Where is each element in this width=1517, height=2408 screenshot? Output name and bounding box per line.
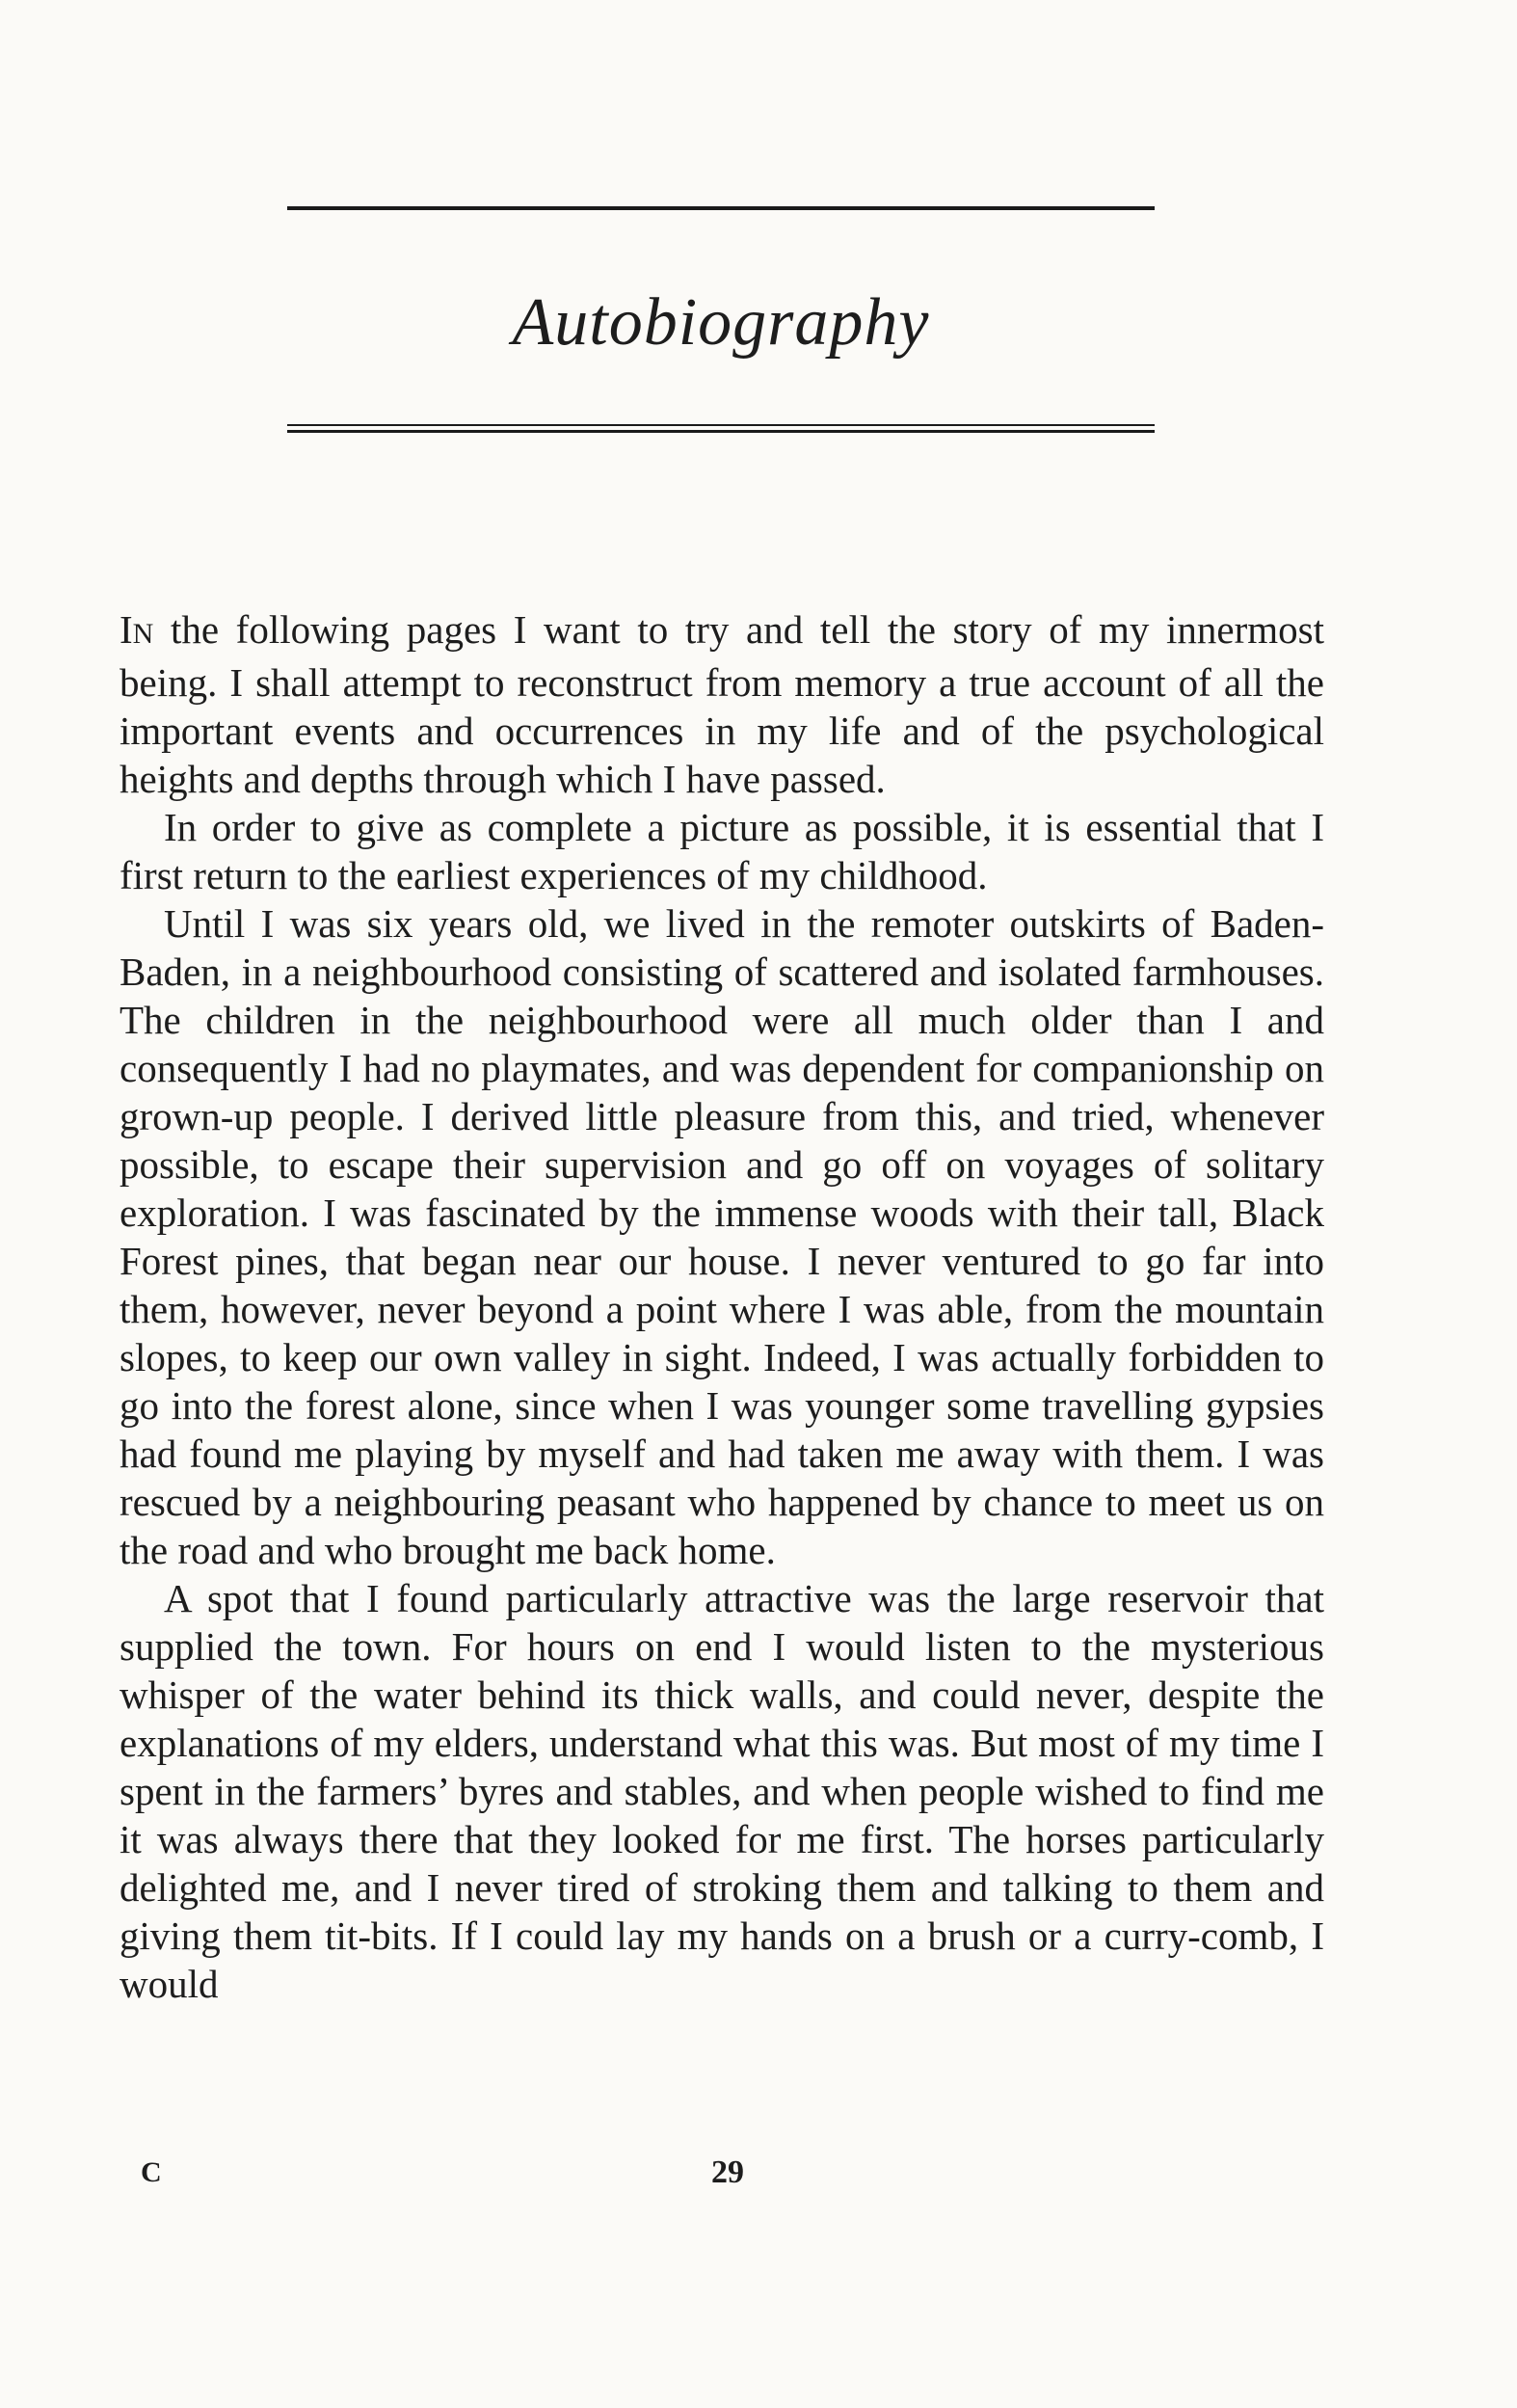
- initial-letter: I: [120, 607, 133, 652]
- paragraph-opening: [120, 605, 1324, 803]
- smallcaps-lead: N: [132, 618, 154, 650]
- signature-mark: C: [141, 2156, 162, 2188]
- title-rule-top: [287, 206, 1155, 210]
- paragraph: A spot that I found particularly attractive was the large reservoir that supplied the town. For hours on end I would listen to the mysterious whisper of the water behind its thick walls, and could never, despite the explanations of my elders, understand what this was. But most of my time I spent in the farmers’ byres and stables, and when people wished to find me it was always there that they looked for me first. The horses particularly delighted me, and I never tired of stroking them and talking to them and giving them tit-bits. If I could lay my hands on a brush or a curry-comb, I would: [120, 1576, 1324, 2006]
- page-title: Autobiography: [512, 285, 930, 360]
- page-number: 29: [711, 2154, 744, 2190]
- title-rule-bottom-thick: [287, 430, 1155, 433]
- body-text: [120, 605, 1324, 2008]
- title-rule-bottom-thin: [287, 424, 1155, 426]
- opening-text: the following pages I want to try and tell the story of my innermost being. I shall attempt to reconstruct from memory a true account of all the important events and occurrences in my life and of the psychological heights and depths through which I have passed.: [120, 607, 1324, 801]
- paragraph: Until I was six years old, we lived in the remoter outskirts of Baden-Baden, in a neighbourhood consisting of scattered and isolated farmhouses. The children in the neighbourhood were all much older than I and consequently I had no playmates, and was dependent for companionship on grown-up people. I derived little pleasure from this, and tried, whenever possible, to escape their supervision and go off on voyages of solitary exploration. I was fascinated by the immense woods with their tall, Black Forest pines, that began near our house. I never ventured to go far into them, however, never beyond a point where I was able, from the mountain slopes, to keep our own valley in sight. Indeed, I was actually forbidden to go into the forest alone, since when I was younger some travelling gypsies had found me playing by myself and had taken me away with them. I was rescued by a neighbouring peasant who happened by chance to meet us on the road and who brought me back home.: [120, 901, 1324, 1572]
- paragraph: In order to give as complete a picture as possible, it is essential that I first return to the earliest experiences of my childhood.: [120, 805, 1324, 897]
